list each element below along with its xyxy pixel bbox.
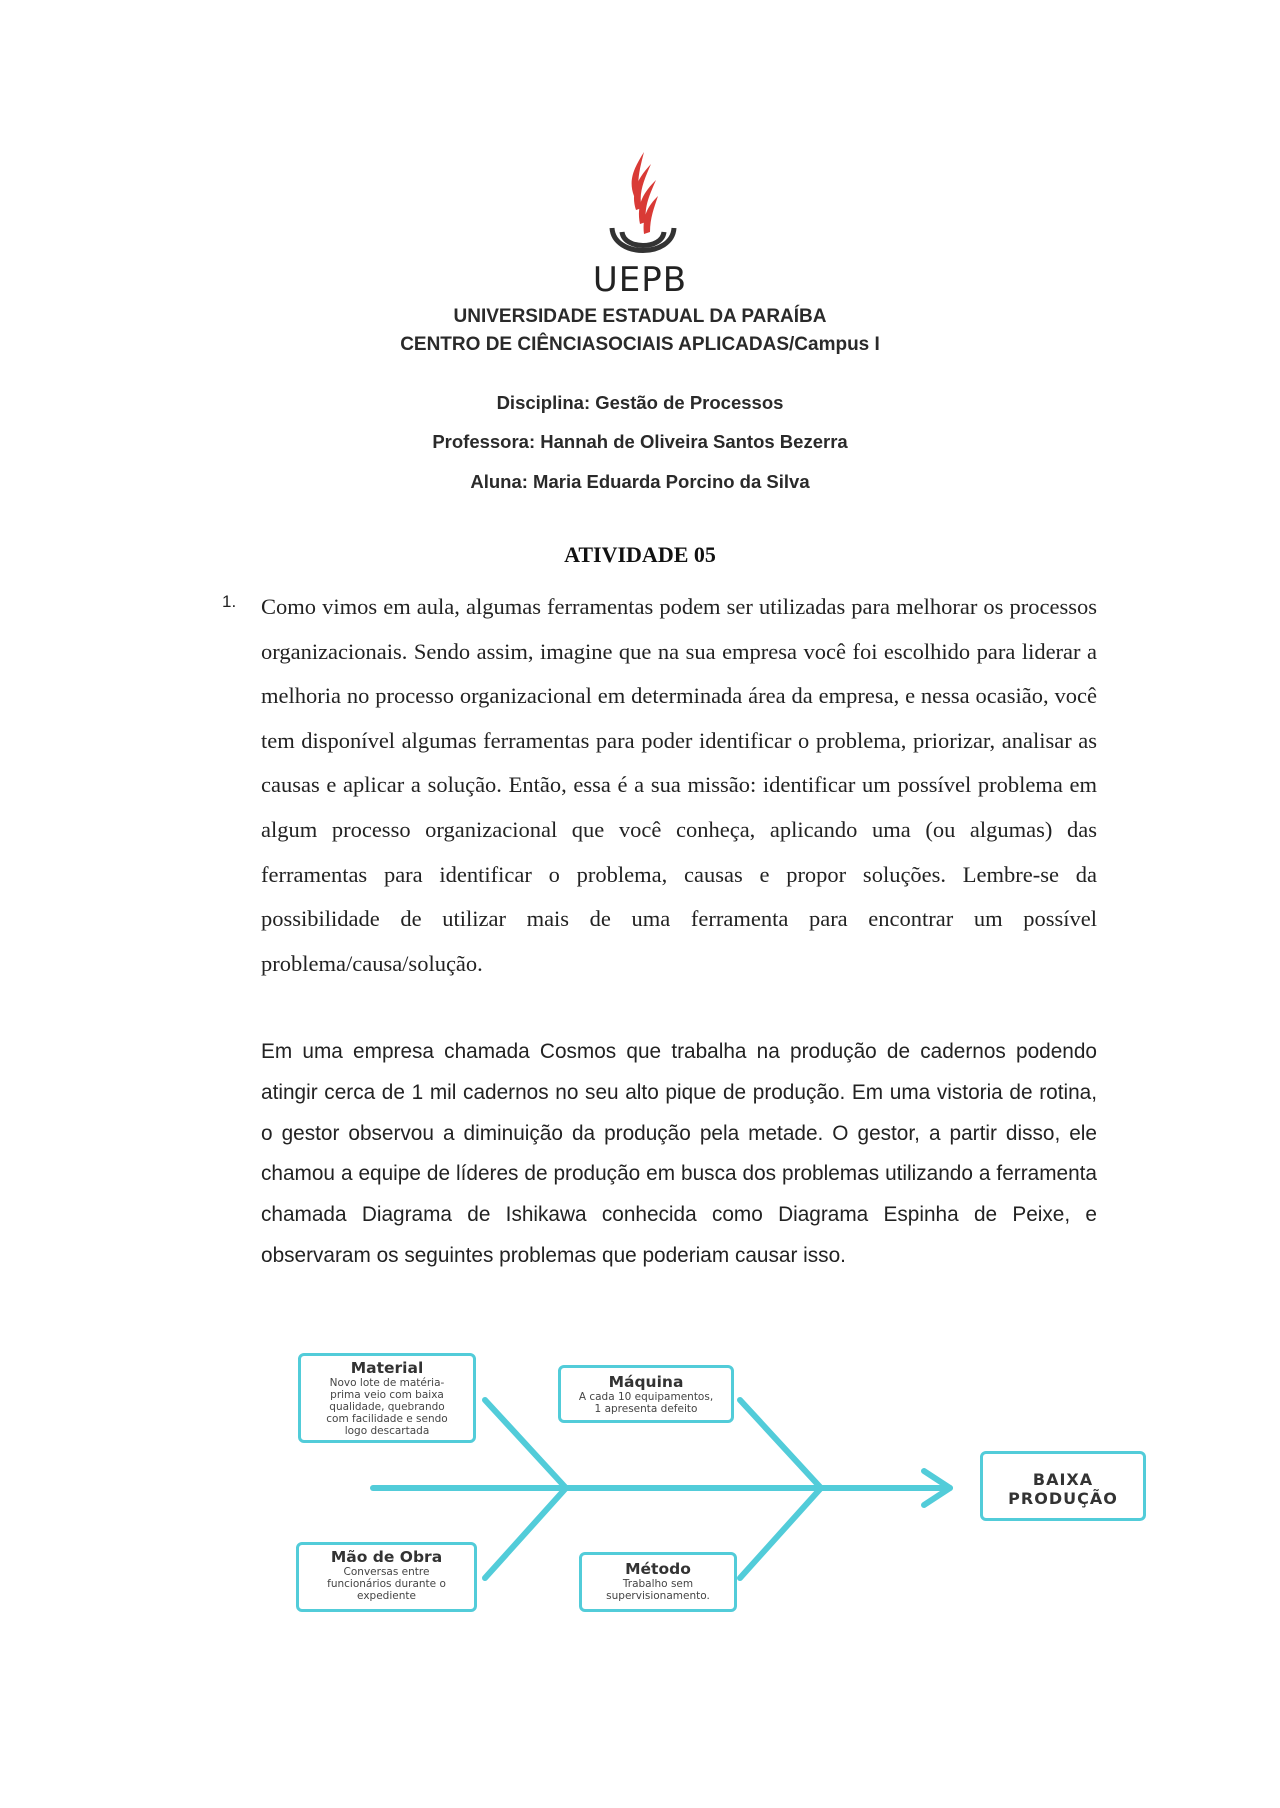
cause-material-line: qualidade, quebrando [329,1401,445,1413]
student-line: Aluna: Maria Eduarda Porcino da Silva [470,471,810,492]
question-number: 1. [222,592,237,611]
ishikawa-diagram [290,1345,1160,1635]
question-text: Como vimos em aula, algumas ferramentas podem ser utilizadas para melhorar os processos organizacionais. Sendo assim, imagine que na sua empresa você foi escolhido para liderar a melhoria no processo organizacional em determinada área da empresa, e nessa ocasião, você tem disponível algumas ferramentas para poder identificar o problema, priorizar, analisar as causas e aplicar a solução. Então, essa é a sua missão: identificar um possível problema em algum processo organizacional que você conheça, aplicando uma (ou algumas) das ferramentas para identificar o problema, causas e propor soluções. Lembre-se da possibilidade de utilizar mais de uma ferramenta para encontrar um possível problema/causa/solução. [261,594,1097,976]
cause-material-line: com facilidade e sendo [326,1413,448,1425]
discipline-line: Disciplina: Gestão de Processos [496,392,784,413]
effect-line-1: BAIXA [1032,1470,1094,1489]
uepb-logo-icon [604,150,682,270]
cause-maquina [558,1365,734,1423]
cause-metodo [579,1552,737,1612]
cause-mao-de-obra-line: funcionários durante o [327,1578,446,1590]
university-name: UNIVERSIDADE ESTADUAL DA PARAÍBA [453,306,827,327]
cause-material-line: logo descartada [344,1425,430,1437]
cause-maquina-line: A cada 10 equipamentos, [578,1391,714,1403]
cause-material-title: Material [350,1359,424,1377]
cause-maquina-title: Máquina [608,1373,684,1391]
activity-title: ATIVIDADE 05 [564,542,716,567]
answer-text: Em uma empresa chamada Cosmos que trabalha na produção de cadernos podendo atingir cerca de 1 mil cadernos no seu alto pique de produção. Em uma vistoria de rotina, o gestor observou a diminuição da produção pela metade. O gestor, a partir disso, ele chamou a equipe de líderes de produção em busca dos problemas utilizando a ferramenta chamada Diagrama de Ishikawa conhecida como Diagrama Espinha de Peixe, e observaram os seguintes problemas que poderiam causar isso. [261,1040,1097,1267]
cause-metodo-title: Método [625,1560,691,1578]
cause-maquina-line: 1 apresenta defeito [594,1403,698,1415]
cause-mao-de-obra-title: Mão de Obra [330,1548,443,1566]
effect-line-2: PRODUÇÃO [1008,1489,1118,1508]
center-name: CENTRO DE CIÊNCIASOCIAIS APLICADAS/Campus I [400,334,880,355]
cause-metodo-line: Trabalho sem [622,1578,694,1590]
cause-metodo-line: supervisionamento. [606,1590,710,1602]
cause-mao-de-obra-line: expediente [357,1590,416,1602]
cause-mao-de-obra-line: Conversas entre [343,1566,430,1578]
cause-material-line: Novo lote de matéria- [329,1377,445,1389]
cause-material-line: prima veio com baixa [330,1389,444,1401]
cause-mao-de-obra [296,1542,477,1612]
effect-box [980,1451,1146,1521]
logo-wordmark: UEPB [592,260,688,300]
professor-line: Professora: Hannah de Oliveira Santos Bezerra [432,431,848,452]
cause-material [298,1353,476,1443]
